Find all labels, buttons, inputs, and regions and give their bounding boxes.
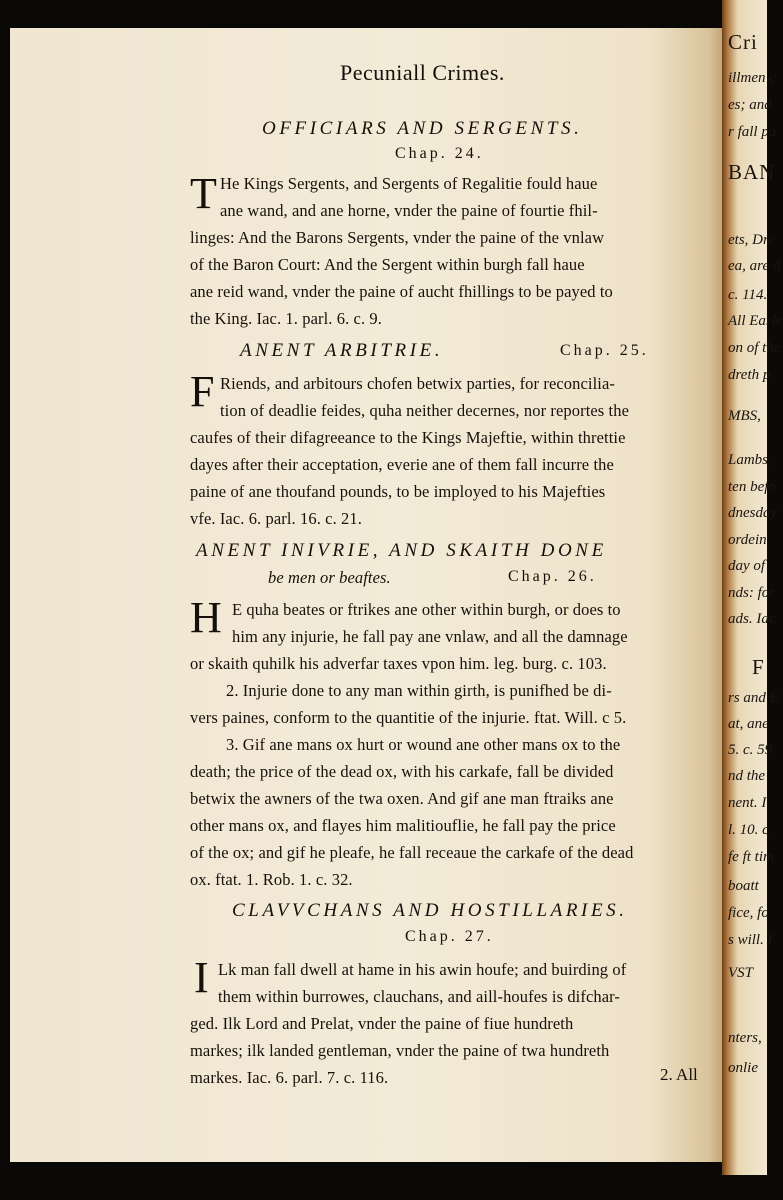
adjacent-fragment: nd the — [728, 768, 766, 784]
text-line: other mans ox, and flayes him malitiouflie, he fall pay the price — [190, 816, 616, 835]
adjacent-fragment: All Earle — [728, 313, 783, 329]
adjacent-fragment: rs and E — [728, 690, 779, 706]
text-line: death; the price of the dead ox, with his carkafe, fall be divided — [190, 762, 614, 781]
adjacent-fragment: ea, are d — [728, 258, 781, 274]
adjacent-fragment: l. 10. c. — [728, 822, 773, 838]
adjacent-fragment: 5. c. 59 — [728, 742, 773, 758]
adjacent-fragment: Lambs, — [728, 452, 772, 468]
text-line: vers paines, conform to the quantitie of the injurie. ftat. Will. c 5. — [190, 708, 627, 727]
catchword: 2. All — [660, 1065, 698, 1084]
text-line: markes. Iac. 6. parl. 7. c. 116. — [190, 1068, 389, 1087]
text-line: tion of deadlie feides, quha neither decernes, nor reportes the — [220, 401, 630, 420]
section-subheading: be men or beaftes. — [268, 568, 391, 587]
adjacent-fragment: boatt — [728, 878, 759, 894]
drop-cap: I — [194, 953, 209, 1002]
text-line: paine of ane thoufand pounds, to be imployed to his Majefties — [190, 482, 606, 501]
text-line: betwix the awners of the twa oxen. And gif ane man ftraiks ane — [190, 789, 614, 808]
text-line: ox. ftat. 1. Rob. 1. c. 32. — [190, 870, 353, 889]
adjacent-fragment: nent. I — [728, 795, 767, 811]
drop-cap: H — [190, 593, 222, 642]
adjacent-fragment: at, ane — [728, 716, 769, 732]
adjacent-fragment: VST — [728, 965, 754, 981]
chapter-label: Chap. 27. — [405, 928, 494, 945]
section-heading: ANENT ARBITRIE. — [240, 340, 444, 361]
text-line: them within burrowes, clauchans, and aill-houfes is difchar- — [218, 987, 621, 1006]
adjacent-fragment: on of the — [728, 340, 781, 356]
text-line: 2. Injurie done to any man within girth, is punifhed be di- — [226, 681, 612, 700]
text-line: He Kings Sergents, and Sergents of Regalitie fould haue — [220, 174, 598, 193]
section-heading: ANENT INIVRIE, AND SKAITH DONE — [196, 540, 607, 561]
text-line: Lk man fall dwell at hame in his awin houfe; and buirding of — [218, 960, 627, 979]
adjacent-fragment: ads. Iac — [728, 611, 776, 627]
running-head: Pecuniall Crimes. — [340, 60, 505, 85]
text-line: the King. Iac. 1. parl. 6. c. 9. — [190, 309, 382, 328]
adjacent-fragment: ten befo — [728, 479, 776, 495]
adjacent-page-edge — [722, 0, 783, 1175]
section-heading: OFFICIARS AND SERGENTS. — [262, 118, 583, 139]
chapter-label: Chap. 24. — [395, 145, 484, 162]
adjacent-fragment: nters, — [728, 1030, 762, 1046]
text-line: ged. Ilk Lord and Prelat, vnder the paine of fiue hundreth — [190, 1014, 574, 1033]
drop-cap: T — [190, 169, 217, 218]
chapter-label: Chap. 25. — [560, 342, 649, 359]
adjacent-fragment: onlie — [728, 1060, 758, 1076]
section-heading: CLAVVCHANS AND HOSTILLARIES. — [232, 900, 628, 921]
adjacent-fragment: BAN — [728, 160, 776, 184]
adjacent-fragment: MBS, — [728, 408, 761, 424]
text-line: vfe. Iac. 6. parl. 16. c. 21. — [190, 509, 362, 528]
text-line: Riends, and arbitours chofen betwix parties, for reconcilia- — [220, 374, 615, 393]
adjacent-fragment: c. 114. — [728, 287, 768, 303]
adjacent-fragment: fe ft tim — [728, 849, 774, 865]
text-line: markes; ilk landed gentleman, vnder the paine of twa hundreth — [190, 1041, 610, 1060]
adjacent-fragment: Cri — [728, 30, 758, 54]
text-line: E quha beates or ftrikes ane other within burgh, or does to — [232, 600, 621, 619]
adjacent-fragment: r fall pa — [728, 124, 777, 140]
text-line: or skaith quhilk his adverfar taxes vpon him. leg. burg. c. 103. — [190, 654, 607, 673]
adjacent-fragment: fice, fo — [728, 905, 769, 921]
adjacent-fragment: day of — [728, 558, 766, 574]
adjacent-fragment: F — [752, 655, 765, 679]
text-line: linges: And the Barons Sergents, vnder the paine of the vnlaw — [190, 228, 605, 247]
adjacent-fragment: dnesday — [728, 505, 778, 521]
adjacent-fragment: illmen c — [728, 70, 776, 86]
text-line: ane reid wand, vnder the paine of aucht fhillings to be payed to — [190, 282, 613, 301]
adjacent-fragment: ets, Dre — [728, 232, 775, 248]
chapter-label: Chap. 26. — [508, 568, 597, 585]
adjacent-fragment: dreth p — [728, 367, 771, 383]
adjacent-fragment: es; and — [728, 97, 772, 113]
text-line: of the ox; and gif he pleafe, he fall receaue the carkafe of the dead — [190, 843, 634, 862]
text-line: him any injurie, he fall pay ane vnlaw, and all the damnage — [232, 627, 628, 646]
text-line: of the Baron Court: And the Sergent within burgh fall haue — [190, 255, 585, 274]
text-line: 3. Gif ane mans ox hurt or wound ane other mans ox to the — [226, 735, 621, 754]
text-line: dayes after their acceptation, everie ane of them fall incurre the — [190, 455, 614, 474]
adjacent-fragment: s will. I — [728, 932, 773, 948]
drop-cap: F — [190, 367, 215, 416]
text-line: caufes of their difagreeance to the Kings Majeftie, within threttie — [190, 428, 626, 447]
adjacent-fragment: nds: for — [728, 585, 776, 601]
text-line: ane wand, and ane horne, vnder the paine of fourtie fhil- — [220, 201, 598, 220]
adjacent-fragment: ordein — [728, 532, 767, 548]
